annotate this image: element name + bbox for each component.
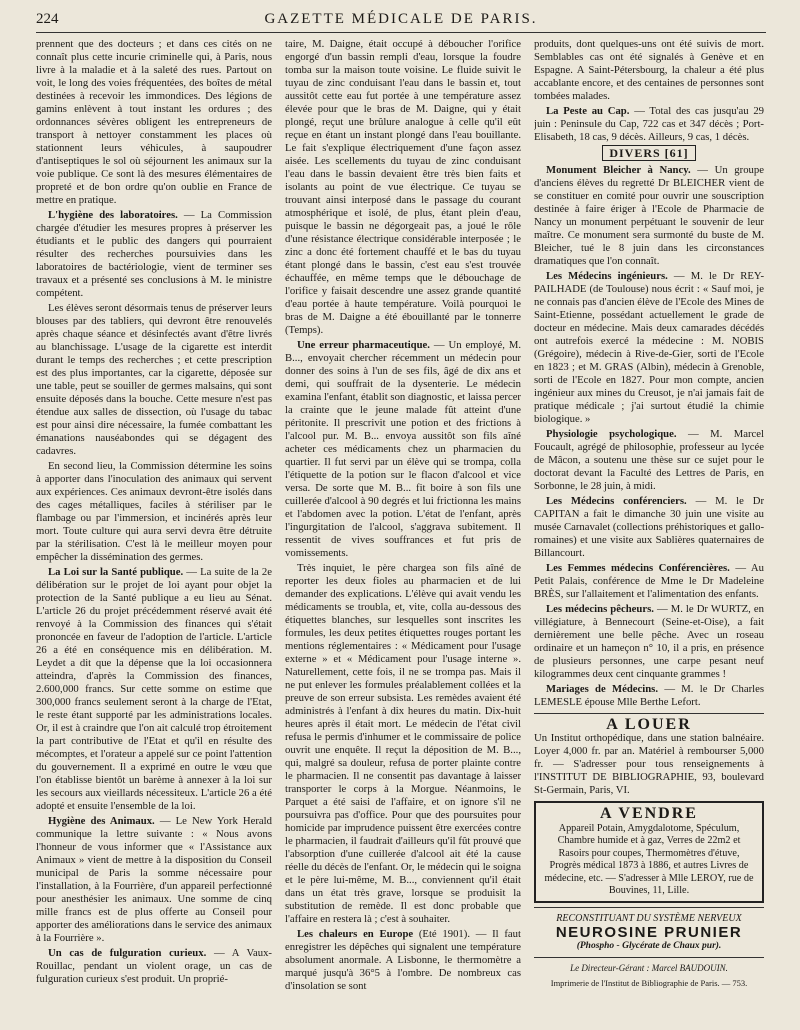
paragraph: Un cas de fulguration curieux. — A Vaux-Rouillac, pendant un violent orage, un cas de fulguration curieux s'est produit. Un proprié- <box>36 947 272 985</box>
advert-subtitle: RECONSTITUANT DU SYSTÈME NERVEUX <box>556 912 742 924</box>
paragraph: En second lieu, la Commission détermine les soins à apporter dans l'inoculation des animaux qui servent aux expériences. Ces animaux devront-être isolés dans des cages métalliques, faciles à stériliser par le flambage ou par l'immersion, et incinérés après leur mort. Toute culture qui aura servi devra être détruite par la stérilisation. C'est là le meilleur moyen pour empêcher la dissémination des germes. <box>36 460 272 563</box>
page-number: 224 <box>36 11 59 27</box>
a-louer-title: A LOUER <box>606 716 692 733</box>
imprimerie-line: Imprimerie de l'Institut de Bibliographie de Paris. — 753. <box>550 977 748 988</box>
paragraph: Les Médecins ingénieurs. — M. le Dr REY-PAILHADE (de Toulouse) nous écrit : « Sauf moi, je ne connais pas d'ancien élève de l'Ecole des Mines de Saint-Etienne, possédant actuellement le grade de docteur en médecine. Mais deux camarades décédés ont autrefois exercé la médecine : M. NOBIS (Grégoire), médecin à Rive-de-Gier, sorti de l'Ecole en 1823 ; et M. GRAS (Albin), médecin à Grenoble, sorti de l'Ecole en 1827. Pour mon compte, ancien ingénieur aux mines du Creusot, je n'ai jamais fait de pratique médicale ; j'ai surtout étudié la chimie biologique. » <box>534 270 764 425</box>
divers-section-head: DIVERS [61] <box>534 147 764 160</box>
a-vendre-box <box>534 801 764 903</box>
a-vendre-title: A VENDRE <box>600 805 698 822</box>
paragraph: Très inquiet, le père chargea son fils aîné de reporter les deux fioles au pharmacien et de lui demander des explications. L'élève qui avait vendu les médicaments se troubla, et, vite, colla au-dessous des étiquettes blanches, sur lesquelles sont inscrites les formules, les deux petites étiquettes rouges portant les mentions réglementaires : « Médicament pour l'usage externe » et « Médicament pour l'usage interne ». Naturellement, cette fois, il ne se trompa pas. Mais il ne put enlever les formules préalablement collées et la preuve de son erreur subsista. Les remèdes avaient été administrés à l'enfant à dix heures du matin. Dix-huit heures après il était mort. Le médecin de l'état civil refusa le permis d'inhumer et le commissaire de police ouvrit une enquête. Il reçut la déposition de M. B..., qui, malgré sa douleur, refusa de porter plainte contre le pharmacien. Il ne consentit pas davantage à laisser transporter le corps à la Morgue. Néanmoins, le Parquet a été saisi de l'affaire, et on ignore s'il ne poursuivra pas d'office. Pour que des poursuites pour homicide par imprudence puissent être exercées contre le pharmacien, il faudrait d'ailleurs qu'il fût prouvé que l'absorption d'une cuillerée d'alcool ait été la cause réelle du décès de l'enfant. Or, le médecin qui le soigna et le père lui-même, M. B..., conviennent qu'il était dans un état très grave, lorsque se produisit la substitution de remède. Il est donc probable que l'affaire en restera là ; c'est à souhaiter. <box>285 562 521 925</box>
rubric-head: Les Médecins conférenciers. <box>546 495 687 507</box>
column-3 <box>534 38 764 1028</box>
divider <box>534 907 764 908</box>
page-header <box>36 8 766 33</box>
rubric-head: Les Femmes médecins Conférencières. <box>546 562 730 574</box>
column-2 <box>285 38 521 1028</box>
paragraph: prennent que des docteurs ; et dans ces cités on ne connaît plus cette incurie criminelle qui, à Paris, nous livre à la maladie et à la saleté des rues. Partout on voit, le long des voies fréquentées, des boîtes de métal destinées à recevoir les immondices. Des légions de gamins enlèvent à tout instant les ordures ; des ordonnances sévères obligent les entrepreneurs de transport à nettoyer constamment les places où stationnent leurs véhicules, à saupoudrer d'antiseptiques le sol où séjournent les animaux sur la voie publique. Ce sont là des mesures élémentaires de propreté et de bon ordre qu'on oublie en France de mettre en pratique. <box>36 38 272 206</box>
paragraph: taire, M. Daigne, était occupé à déboucher l'orifice engorgé d'un bassin rempli d'eau, lorsque la foudre tomba sur la maison toute voisine. Le fluide suivit le tuyau de zinc conduisant l'eau dans le bassin et, tout aussitôt cette eau fut portée à une température assez élevée pour que le bras de M. Daigne, qui y était plongé, reçut une brûlure analogue à celle qu'il eût reçue en étant un instant plongé dans l'eau bouillante. Le fait s'explique électriquement d'une façon assez aisée. Les scellements du tuyau de zinc conduisant l'eau dans le bassin devaient être très bien faits et isolants au point de vue électrique. Ce tuyau se trouvant ainsi interposé dans le passage du courant atmosphérique et isolé, de plus, étant plein d'eau, puisque le bassin ne dégorgeait pas, a joué le rôle d'une résistance électrique considérable interposée ; le zinc a donc été fortement chauffé et le bas du tuyau étant plongé dans le bassin, c'est eau s'est trouvée échauffée, en même temps que le débouchage de l'orifice y faisait descendre une assez grande quantité d'eau portée à haute température. Voilà pourquoi le bras de M. Daigne a été ébouillanté par le tonnerre (Temps). <box>285 38 521 336</box>
a-louer-text: Un Institut orthopédique, dans une station balnéaire. Loyer 4,000 fr. par an. Matériel à rembourser 5,000 fr. — S'adresser pour tous renseignements à l'INSTITUT DE BIBLIOGRAPHIE, 93, boulevard St-Germain, Paris, VI. <box>534 732 764 796</box>
rubric-head: Les Médecins ingénieurs. <box>546 270 668 282</box>
advert-title: NEUROSINE PRUNIER <box>555 923 743 941</box>
a-vendre-text: Appareil Potain, Amygdalotome, Spéculum, Chambre humide et à gaz, Verres de 22m2 et Rasoirs pour coupes, Thermomètres d'étuve, Progrès médical 1873 à 1886, et autres Livres de médecine, etc. — S'adresser à Mlle LEROY, rue de Bouvines, 11, Lille. <box>544 822 754 896</box>
rubric-head: Un cas de fulguration curieux. <box>48 947 207 959</box>
rubric-head: Mariages de Médecins. <box>546 683 659 695</box>
rubric-head: Les chaleurs en Europe <box>297 928 414 940</box>
rubric-head: La Loi sur la Santé publique. <box>48 566 184 578</box>
rubric-head: Une erreur pharmaceutique. <box>297 339 430 351</box>
paragraph: Les Femmes médecins Conférencières. — Au Petit Palais, conférence de Mme le Dr Madeleine BRÈS, sur l'allaitement et l'alimentation des enfants. <box>534 562 764 600</box>
paragraph: La Loi sur la Santé publique. — La suite de la 2e délibération sur le projet de loi ayant pour objet la protection de la Santé publique a eu lieu au Sénat. L'article 26 du projet précédemment réservé avait été renvoyé à la Commission des finances qui s'était prononcée en faveur de l'adoption de l'article. L'article 26 a été en conséquence mis en délibération. M. Leydet a dit que la dépense que la loi occasionnera atteindra, d'après la Commission des finances, 2.600,000 francs. Sur cette somme on estime que 300,000 francs seulement seront à la charge de l'Etat, le reste étant supporté par les administrations locales. Or, il est à craindre que l'on ait calculé trop étroitement la part contributive de l'Etat et qu'il en résulte des mécomptes, et l'orateur a appelé sur ce point l'attention du gouvernement. Il a exprimé en outre le vœu que l'on établisse bientôt un barème à annexer à la loi sur les secours aux vieillards nécessiteux. L'article 26 a été adopté et ensuite l'ensemble de la loi. <box>36 566 272 812</box>
paragraph: Les chaleurs en Europe (Eté 1901). — Il faut enregistrer les dépêches qui signalent une température absolument anormale. A Lisbonne, le thermomètre a marqué jusqu'à 36°5 à l'ombre. De nombreux cas d'insolation se sont <box>285 928 521 992</box>
paragraph: Une erreur pharmaceutique. — Un employé, M. B..., envoyait chercher récemment un médecin pour donner des soins à l'un de ses fils, âgé de dix ans et demi, qui souffrait de la dysenterie. Le médecin examina l'enfant, établit son diagnostic, et laissa percer la crainte que le jeune malade fût atteint d'une péritonite. Il prescrivit une potion et des frictions à l'alcool pur. M. B... envoya aussitôt son fils aîné acheter ces médicaments chez un pharmacien du quartier. Il fut servi par un élève qui se trompa, colla l'étiquette de la potion sur le flacon d'alcool et vice versa. De sorte que M. B... fit boire à son fils une cuillerée d'alcool à 90 degrés et lui frictionna les mains et l'abdomen avec la potion. L'état de l'enfant, après l'ingurgitation de l'alcool, s'aggrava subitement. Il ressentit de vives souffrances et fut pris de vomissements. <box>285 339 521 559</box>
rubric-head: Les médecins pêcheurs. <box>546 603 654 615</box>
paragraph: Les Médecins conférenciers. — M. le Dr CAPITAN a fait le dimanche 30 juin une visite au musée Carnavalet (collections préhistoriques et gallo-romaines) et une visite aux Sablières quaternaires de Billancourt. <box>534 495 764 559</box>
paragraph: Hygiène des Animaux. — Le New York Herald communique la lettre suivante : « Nous avons l'honneur de vous informer que « l'Assistance aux Animaux » vient de mettre à la disposition du Conseil municipal de Paris la somme nécessaire pour l'installation, à la Fourrière, d'un appareil perfectionné pour anesthésier les animaux. Une somme de cinq mille francs est de plus offerte au Conseil pour apporter des améliorations dans le service des animaux à la Fourrière ». <box>36 815 272 944</box>
paragraph: Mariages de Médecins. — M. le Dr Charles LEMESLE épouse Mlle Berthe Lefort. <box>534 683 764 708</box>
rubric-head: Monument Bleicher à Nancy. <box>546 164 691 176</box>
rubric-head: L'hygiène des laboratoires. <box>48 209 178 221</box>
divider <box>534 957 764 958</box>
rubric-head: La Peste au Cap. <box>546 105 630 117</box>
rubric-head: Hygiène des Animaux. <box>48 815 155 827</box>
paragraph: La Peste au Cap. — Total des cas jusqu'au 29 juin : Peninsule du Cap, 722 cas et 347 décès ; Port-Elisabeth, 18 cas, 9 décès. Ailleurs, 9 cas, 1 décès. <box>534 105 764 143</box>
paragraph: Les médecins pêcheurs. — M. le Dr WURTZ, en villégiature, à Bennecourt (Seine-et-Oise), a fait dernièrement une belle pêche. Avec un roseau ordinaire et un hameçon n° 10, il a pris, en présence de plusieurs personnes, une carpe pesant neuf kilogrammes deux cent cinquante grammes ! <box>534 603 764 680</box>
advert-subtext: (Phospho - Glycérate de Chaux pur). <box>576 940 722 951</box>
rubric-head: Physiologie psychologique. <box>546 428 677 440</box>
column-1 <box>36 38 272 1028</box>
paragraph: L'hygiène des laboratoires. — La Commission chargée d'étudier les mesures propres à préserver les étudiants et le public des dangers qui pourraient résulter des recherches poursuivies dans les laboratoires de bactériologie, vient de terminer ses travaux et a présenté ses conclusions à M. le ministre compétent. <box>36 209 272 299</box>
divider <box>534 713 764 714</box>
paragraph: Physiologie psychologique. — M. Marcel Foucault, agrégé de philosophie, professeur au lycée de Mâcon, a soutenu une thèse sur ce sujet pour le doctorat devant la Faculté des Lettres de Paris, en Sorbonne, le 28 juin, à midi. <box>534 428 764 492</box>
directeur-gerant: Le Directeur-Gérant : Marcel BAUDOUIN. <box>570 962 728 973</box>
journal-title: GAZETTE MÉDICALE DE PARIS. <box>264 11 538 27</box>
paragraph: Les élèves seront désormais tenus de préserver leurs blouses par des tabliers, qui devront être renouvelés après chaque séance et désinfectés avant d'être livrés au blanchissage. L'usage de la cigarette est interdit durant le temps des recherches ; et cette prescription est des plus importantes, car la cigarette, déposée sur une table, peut se souiller de germes malsains, qui sont ensuite déposés dans la bouche. Cette mesure n'est pas étendue aux salles de dissection, où l'usage du tabac est pour ainsi dire nécessaire, la fumée combattant les émanations nauséabondes qui se dégagent des cadavres. <box>36 302 272 457</box>
paragraph: Monument Bleicher à Nancy. — Un groupe d'anciens élèves du regretté Dr BLEICHER vient de se constituer en comité pour ouvrir une souscription destinée à faire ériger à l'Ecole de Pharmacie de Nancy un monument perpétuant le souvenir de leur maître. Ce monument sera surmonté du buste de M. Bleicher, tué le 8 juin dans les circonstances dramatiques que l'on connaît. <box>534 164 764 267</box>
paragraph: produits, dont quelques-uns ont été suivis de mort. Semblables cas ont été signalés à Genève et en Espagne. A Saint-Pétersbourg, la chaleur a été plus accablante encore, et des centaines de personnes sont tombées malades. <box>534 38 764 102</box>
